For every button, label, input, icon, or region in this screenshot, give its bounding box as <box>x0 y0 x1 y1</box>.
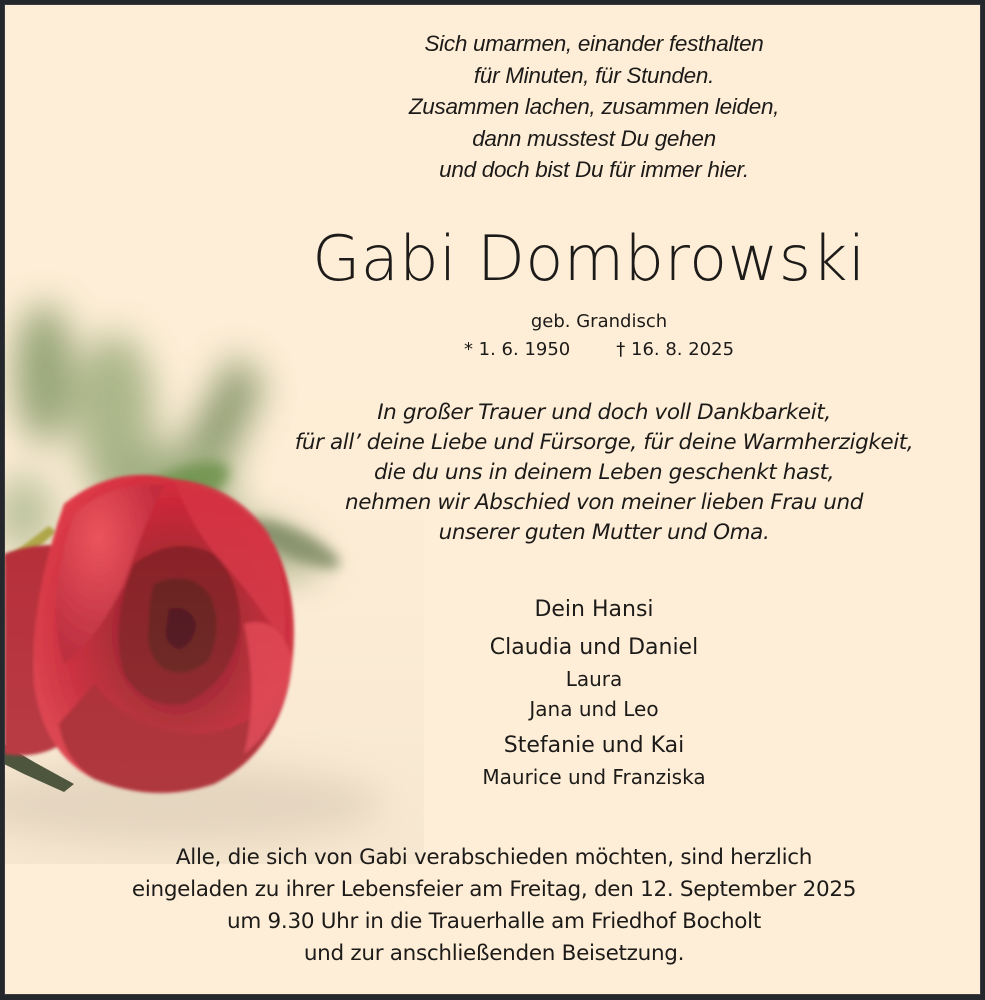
death-date: † 16. 8. 2025 <box>616 339 735 360</box>
poem-line: Sich umarmen, einander festhalten <box>424 31 764 56</box>
tribute-line: unserer guten Mutter und Oma. <box>438 520 770 545</box>
mourner-family-parents: Stefanie und Kai <box>503 733 685 758</box>
poem-line: dann musstest Du gehen <box>472 125 716 151</box>
poem-line: für Minuten, für Stunden. <box>473 62 715 88</box>
poem-line: Zusammen lachen, zusammen leiden, <box>408 94 780 119</box>
mourner-family-child: Maurice und Franziska <box>482 765 706 789</box>
mourners-list <box>434 594 754 792</box>
funeral-invitation <box>64 842 924 970</box>
life-dates <box>404 338 794 362</box>
birth-name: geb. Grandisch <box>530 311 668 332</box>
mourner-family-child: Jana und Leo <box>529 697 659 721</box>
tribute-line: nehmen wir Abschied von meiner lieben Frau und <box>345 490 863 515</box>
invitation-line: eingeladen zu ihrer Lebensfeier am Freitag, den 12. September 2025 <box>131 877 857 902</box>
birth-date: * 1. 6. 1950 <box>463 339 571 360</box>
mourner-spouse: Dein Hansi <box>534 597 654 622</box>
mourner-family-parents: Claudia und Daniel <box>489 635 699 660</box>
tribute-line: die du uns in deinem Leben geschenkt hast, <box>373 460 835 485</box>
obituary-card <box>4 4 981 995</box>
tribute-line: für all’ deine Liebe und Fürsorge, für deine Warmherzigkeit, <box>294 430 914 455</box>
tribute-text <box>234 398 974 548</box>
invitation-line: um 9.30 Uhr in die Trauerhalle am Friedhof Bocholt <box>227 909 761 934</box>
invitation-line: und zur anschließenden Beisetzung. <box>303 941 685 966</box>
invitation-line: Alle, die sich von Gabi verabschieden möchten, sind herzlich <box>175 845 813 870</box>
red-rose-image <box>4 264 424 864</box>
deceased-name: Gabi Dombrowski <box>312 222 866 295</box>
mourner-family-child: Laura <box>565 667 623 691</box>
tribute-line: In großer Trauer und doch voll Dankbarkeit, <box>377 400 831 425</box>
opening-poem <box>294 28 894 186</box>
poem-line: und doch bist Du für immer hier. <box>439 157 749 182</box>
